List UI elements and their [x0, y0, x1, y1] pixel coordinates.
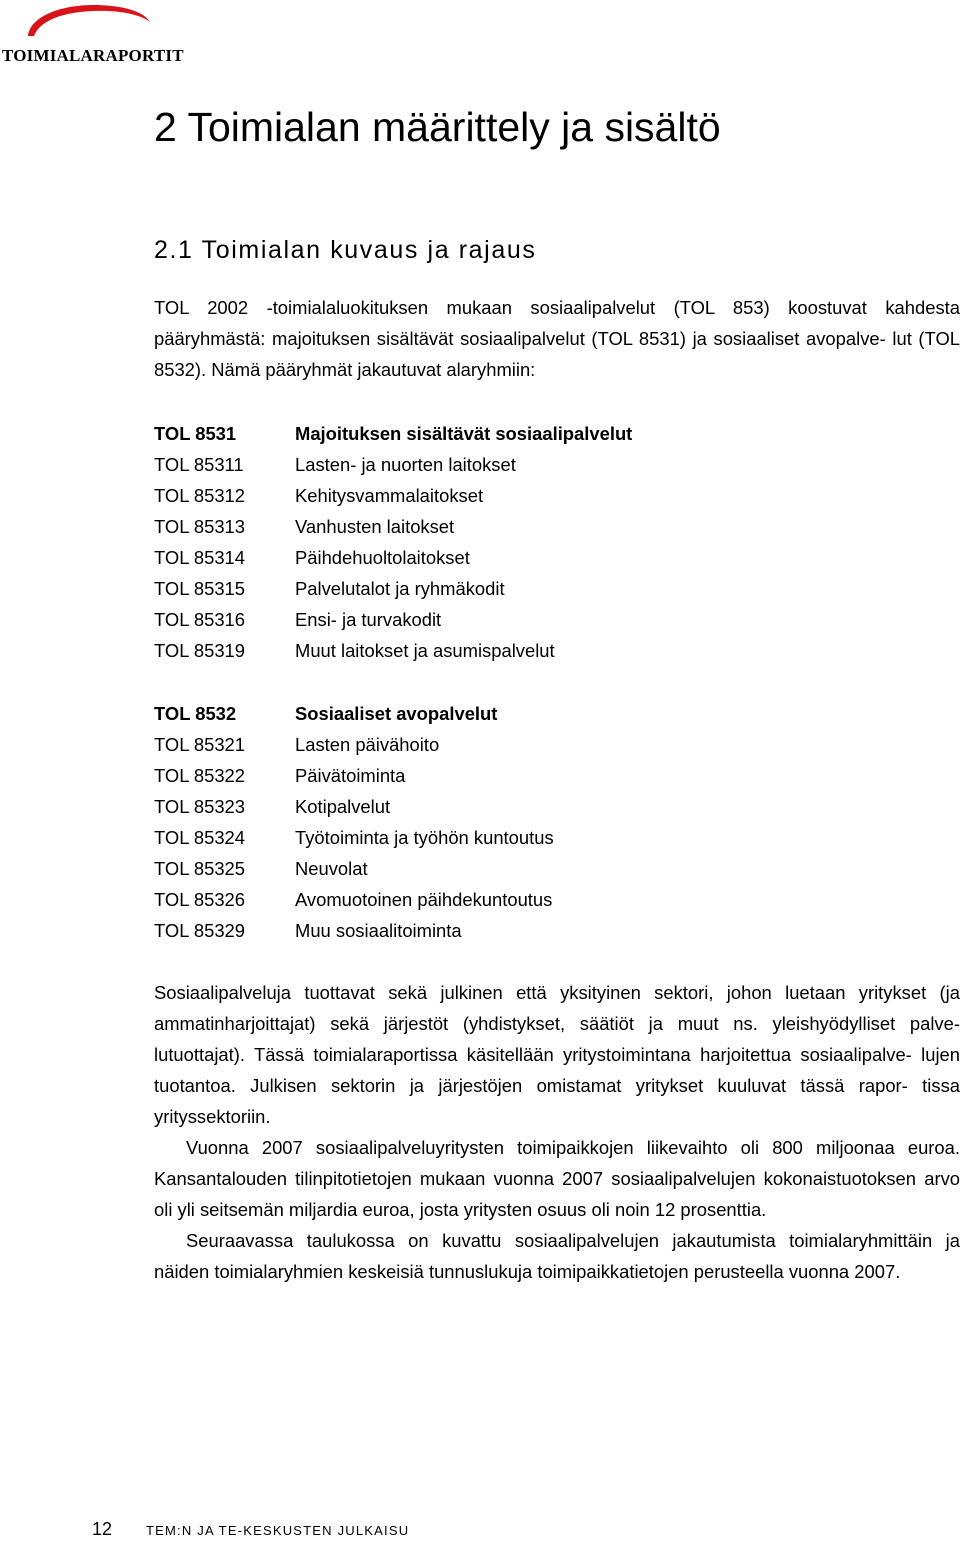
table-row [154, 853, 554, 884]
text-line: Sosiaalipalveluja tuottavat sekä julkinen että yksityinen sektori, johon luetaan yritykset (ja [154, 982, 960, 1003]
table-row [154, 573, 632, 604]
tol-table-majoitus [154, 418, 632, 666]
tol-label: Majoituksen sisältävät sosiaalipalvelut [295, 423, 633, 444]
tol-label: Ensi- ja turvakodit [295, 609, 442, 630]
tol-code: TOL 85319 [154, 640, 246, 661]
text-line: tissa yrityssektoriin. [154, 1075, 960, 1127]
text-line: lujen tuotantoa. Julkisen sektorin ja järjestöjen omistamat yritykset kuuluvat tässä rapor- [154, 1044, 960, 1096]
section-title: 2.1 Toimialan kuvaus ja rajaus [154, 236, 537, 264]
tol-code: TOL 85315 [154, 578, 246, 599]
table-row [154, 635, 632, 666]
table-row [154, 729, 554, 760]
body-text [154, 977, 960, 1287]
table-row [154, 511, 632, 542]
text-line: Kansantalouden tilinpitotietojen mukaan vuonna 2007 sosiaalipalvelujen kokonaistuotoksen [154, 1168, 925, 1189]
tol-label: Neuvolat [295, 858, 368, 879]
paragraph-sectors [154, 977, 960, 1132]
table-row [154, 884, 554, 915]
page-footer [0, 1519, 960, 1542]
tol-code: TOL 85311 [154, 454, 244, 475]
text-line: ammatinharjoittajat) sekä järjestöt (yhdistykset, säätiöt ja muut ns. yleishyödylliset palve- [154, 1013, 960, 1034]
table-row [154, 760, 554, 791]
publication-name: TEM:N JA TE-KESKUSTEN JULKAISU [146, 1523, 410, 1538]
tol-code: TOL 85325 [154, 858, 246, 879]
intro-paragraph [154, 292, 960, 385]
tol-code: TOL 85321 [154, 734, 246, 755]
tol-label: Päihdehuoltolaitokset [295, 547, 470, 568]
tol-label: Vanhusten laitokset [295, 516, 455, 537]
tol-label: Päivätoiminta [295, 765, 406, 786]
table-row [154, 449, 632, 480]
tol-table-avopalvelut [154, 698, 554, 946]
tol-label: Palvelutalot ja ryhmäkodit [295, 578, 505, 599]
table-row [154, 418, 632, 449]
text-line: TOL 2002 -toimialaluokituksen mukaan sosiaalipalvelut (TOL 853) koostuvat kahdesta [154, 297, 960, 318]
table-row [154, 915, 554, 946]
tol-label: Lasten- ja nuorten laitokset [295, 454, 516, 475]
table-row [154, 822, 554, 853]
tol-code: TOL 85326 [154, 889, 246, 910]
tol-label: Kehitysvammalaitokset [295, 485, 484, 506]
table-row [154, 698, 554, 729]
text-line: pääryhmästä: majoituksen sisältävät sosiaalipalvelut (TOL 8531) ja sosiaaliset avopalve- [154, 328, 886, 349]
tol-label: Kotipalvelut [295, 796, 391, 817]
tol-code: TOL 85316 [154, 609, 246, 630]
tol-label: Muu sosiaalitoiminta [295, 920, 462, 941]
text-line: arvo oli yli seitsemän miljardia euroa, josta yritysten osuus oli noin 12 prosenttia. [154, 1168, 960, 1220]
tol-label: Avomuotoinen päihdekuntoutus [295, 889, 553, 910]
text-line: 2007. [854, 1261, 901, 1282]
tol-code: TOL 85314 [154, 547, 246, 568]
text-line: lutuottajat). Tässä toimialaraportissa käsitellään yritystoimintana harjoitettua sosiaalipalve- [154, 1044, 912, 1065]
page-number: 12 [92, 1519, 113, 1539]
tol-code: TOL 85323 [154, 796, 246, 817]
tol-label: Sosiaaliset avopalvelut [295, 703, 498, 724]
tol-code: TOL 85322 [154, 765, 246, 786]
tol-label: Työtoiminta ja työhön kuntoutus [295, 827, 554, 848]
text-line: ja näiden toimialaryhmien keskeisiä tunnuslukuja toimipaikkatietojen perusteella vuonna [154, 1230, 960, 1282]
swoosh-logo-icon [22, 2, 152, 44]
tol-code: TOL 85313 [154, 516, 246, 537]
table-row [154, 791, 554, 822]
logo-text: TOIMIALARAPORTIT [2, 46, 184, 65]
table-row [154, 604, 632, 635]
text-line: Seuraavassa taulukossa on kuvattu sosiaalipalvelujen jakautumista toimialaryhmittäin [186, 1230, 946, 1251]
tol-code: TOL 85312 [154, 485, 246, 506]
text-line: lut (TOL 8532). Nämä pääryhmät jakautuvat alaryhmiin: [154, 328, 960, 380]
page-title: 2 Toimialan määrittely ja sisältö [154, 104, 721, 150]
tol-code: TOL 8531 [154, 423, 237, 444]
logo [0, 0, 184, 70]
table-row [154, 480, 632, 511]
text-line: Vuonna 2007 sosiaalipalveluyritysten toimipaikkojen liikevaihto oli 800 miljoonaa euroa. [186, 1137, 960, 1158]
table-row [154, 542, 632, 573]
tol-code: TOL 85324 [154, 827, 246, 848]
tol-code: TOL 8532 [154, 703, 237, 724]
tol-code: TOL 85329 [154, 920, 246, 941]
paragraph-revenue [154, 1132, 960, 1225]
tol-label: Muut laitokset ja asumispalvelut [295, 640, 555, 661]
paragraph-table-intro [154, 1225, 960, 1287]
tol-label: Lasten päivähoito [295, 734, 440, 755]
